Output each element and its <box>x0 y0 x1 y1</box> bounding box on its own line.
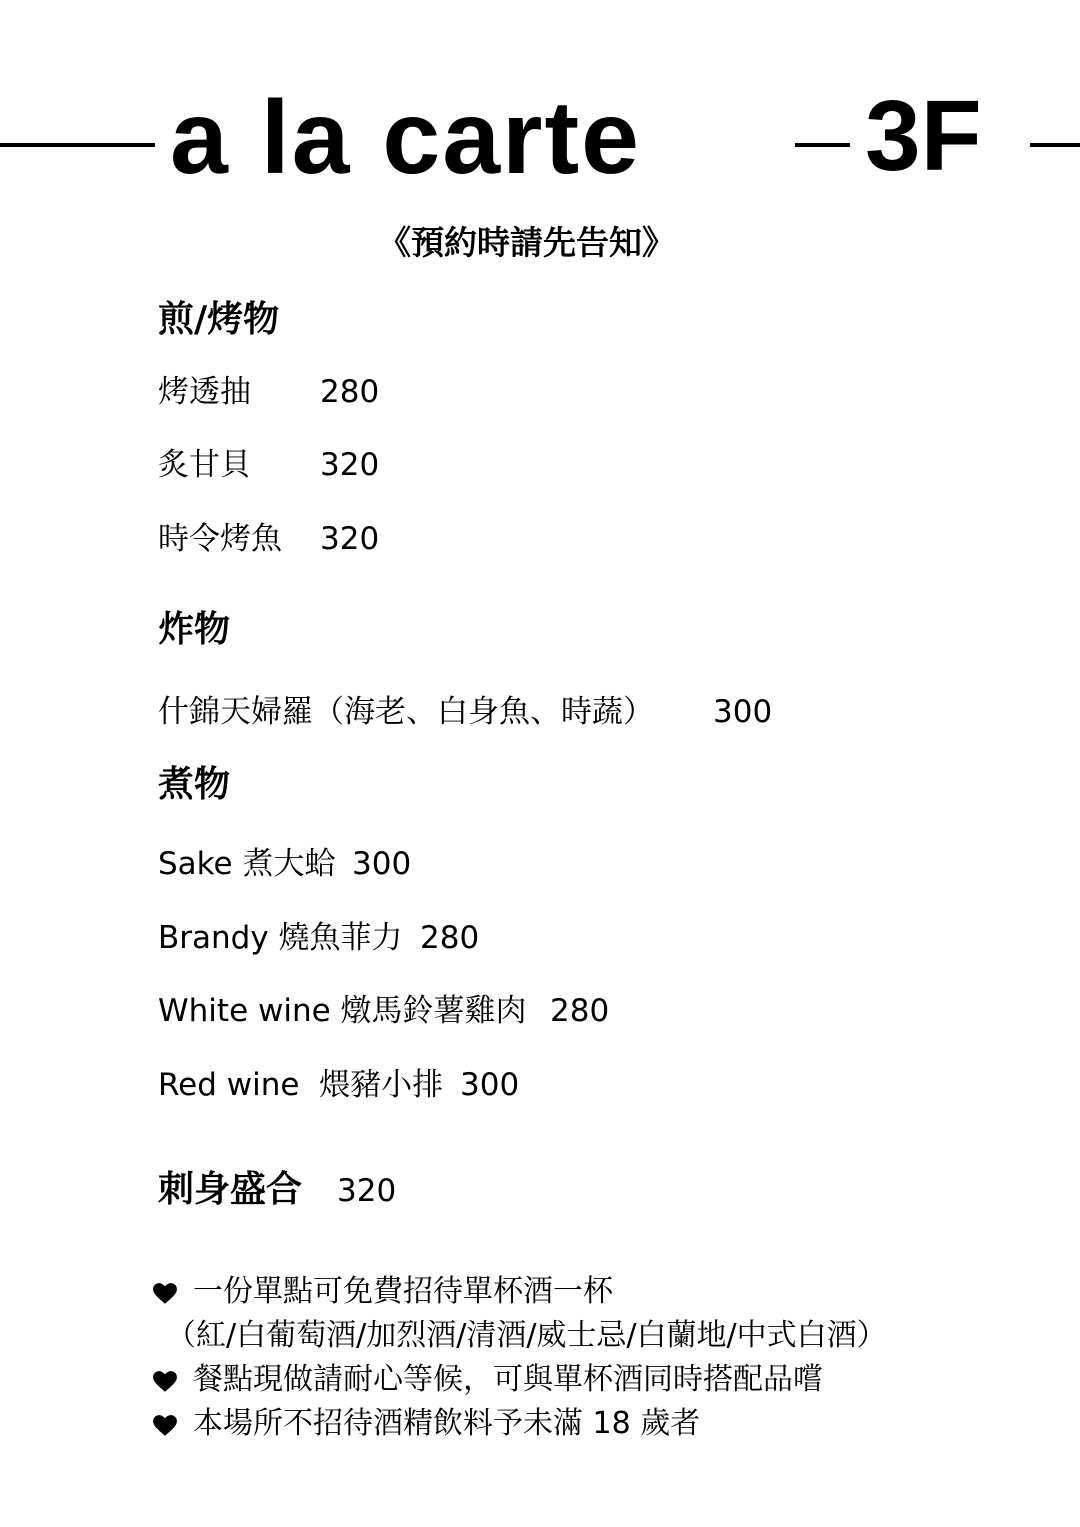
menu-item-price: 300 <box>460 1067 520 1103</box>
menu-item-name: 炙甘貝 <box>158 447 251 483</box>
heart-icon <box>152 1369 178 1395</box>
section-title-fried: 炸物 <box>158 609 231 650</box>
note-text: 一份單點可免費招待單杯酒一杯 <box>193 1274 613 1309</box>
section-title-simmered: 煮物 <box>158 764 231 805</box>
title-rule-middle <box>795 143 850 147</box>
sashimi-price: 320 <box>337 1173 397 1209</box>
page-title: a la carte <box>170 80 641 196</box>
menu-item-price: 300 <box>352 846 412 882</box>
menu-item-name: 什錦天婦羅（海老、白身魚、時蔬） <box>158 694 654 730</box>
reservation-notice: 《預約時請先告知》 <box>378 223 675 262</box>
section-title-grilled: 煎/烤物 <box>158 299 280 340</box>
menu-item-price: 280 <box>550 993 610 1029</box>
menu-item-name: White wine 燉馬鈴薯雞肉 <box>158 993 527 1029</box>
heart-icon <box>152 1413 178 1439</box>
menu-item-name: Brandy 燒魚菲力 <box>158 920 403 956</box>
heart-icon <box>152 1281 178 1307</box>
menu-item <box>158 447 251 483</box>
section-title-sashimi: 刺身盛合 <box>158 1169 303 1210</box>
menu-item-name: Sake 煮大蛤 <box>158 846 336 882</box>
menu-item-price: 300 <box>713 694 773 730</box>
menu-item-price: 280 <box>320 374 380 410</box>
menu-item-name: 時令烤魚 <box>158 521 282 557</box>
floor-label: 3F <box>865 80 982 192</box>
menu-item-name: Red wine 煨豬小排 <box>158 1067 444 1103</box>
menu-item-name: 烤透抽 <box>158 374 251 410</box>
menu-item <box>158 374 251 410</box>
menu-item <box>158 521 282 557</box>
title-rule-left <box>0 143 155 147</box>
note-text: 本場所不招待酒精飲料予未滿 18 歲者 <box>193 1406 701 1441</box>
title-rule-right <box>1030 143 1080 147</box>
menu-item-price: 320 <box>320 447 380 483</box>
menu-item-price: 280 <box>420 920 480 956</box>
menu-item-price: 320 <box>320 521 380 557</box>
note-subtext: （紅/白葡萄酒/加烈酒/清酒/威士忌/白蘭地/中式白酒） <box>166 1318 887 1353</box>
note-text: 餐點現做請耐心等候，可與單杯酒同時搭配品嚐 <box>193 1362 823 1397</box>
